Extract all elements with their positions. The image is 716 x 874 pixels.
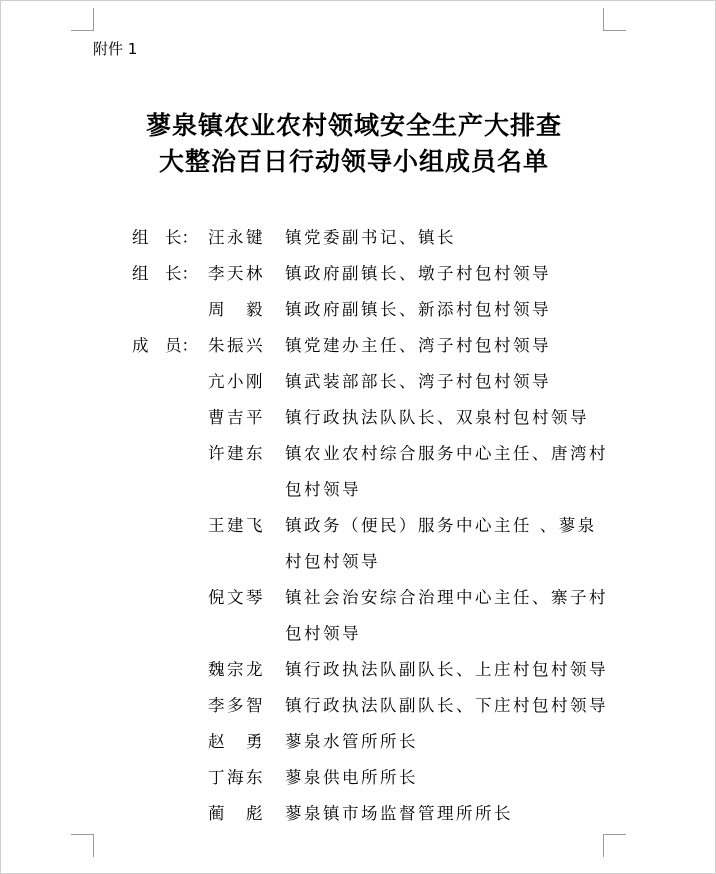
member-name: 李天林 (208, 264, 265, 283)
crop-mark-bottom-left (71, 834, 94, 857)
member-duty: 镇政务（便民）服务中心主任 、蓼泉 (285, 516, 597, 535)
member-name: 曹吉平 (208, 408, 265, 427)
member-name: 魏宗龙 (208, 660, 265, 679)
member-duty: 镇农业农村综合服务中心主任、唐湾村 (285, 444, 608, 463)
member-name: 赵 勇 (208, 732, 265, 751)
member-duty: 蓼泉供电所所长 (285, 768, 418, 787)
member-duty: 镇武装部部长、湾子村包村领导 (285, 372, 551, 391)
member-name: 朱振兴 (208, 336, 265, 355)
role-label: 组 长： (132, 264, 198, 283)
member-duty: 镇行政执法队队长、双泉村包村领导 (285, 408, 589, 427)
member-duty: 包村领导 (285, 624, 361, 643)
role-label: 成 员： (132, 336, 198, 355)
member-duty: 蓼泉水管所所长 (285, 732, 418, 751)
member-duty: 镇社会治安综合治理中心主任、寨子村 (285, 588, 608, 607)
member-name: 亢小刚 (208, 372, 265, 391)
document-title-line2: 大整治百日行动领导小组成员名单 (158, 147, 549, 176)
member-name: 李多智 (208, 696, 265, 715)
member-duty: 镇政府副镇长、墩子村包村领导 (285, 264, 551, 283)
attachment-label: 附件 1 (93, 40, 138, 58)
member-duty: 蓼泉镇市场监督管理所所长 (285, 804, 513, 823)
member-duty: 包村领导 (285, 480, 361, 499)
member-name: 倪文琴 (208, 588, 265, 607)
member-name: 丁海东 (208, 768, 265, 787)
member-name: 许建东 (208, 444, 265, 463)
crop-mark-top-left (71, 8, 94, 31)
member-duty: 镇党建办主任、湾子村包村领导 (285, 336, 551, 355)
crop-mark-top-right (603, 8, 626, 31)
member-duty: 镇党委副书记、镇长 (285, 228, 456, 247)
member-duty: 镇政府副镇长、新添村包村领导 (285, 300, 551, 319)
member-name: 汪永键 (208, 228, 265, 247)
member-name: 蔺 彪 (208, 804, 265, 823)
member-name: 王建飞 (208, 516, 265, 535)
role-label: 组 长： (132, 228, 198, 247)
member-duty: 村包村领导 (285, 552, 380, 571)
member-duty: 镇行政执法队副队长、下庄村包村领导 (285, 696, 608, 715)
document-title-line1: 蓼泉镇农业农村领域安全生产大排查 (145, 111, 562, 140)
crop-mark-bottom-right (603, 834, 626, 857)
member-name: 周 毅 (208, 300, 265, 319)
member-duty: 镇行政执法队副队长、上庄村包村领导 (285, 660, 608, 679)
